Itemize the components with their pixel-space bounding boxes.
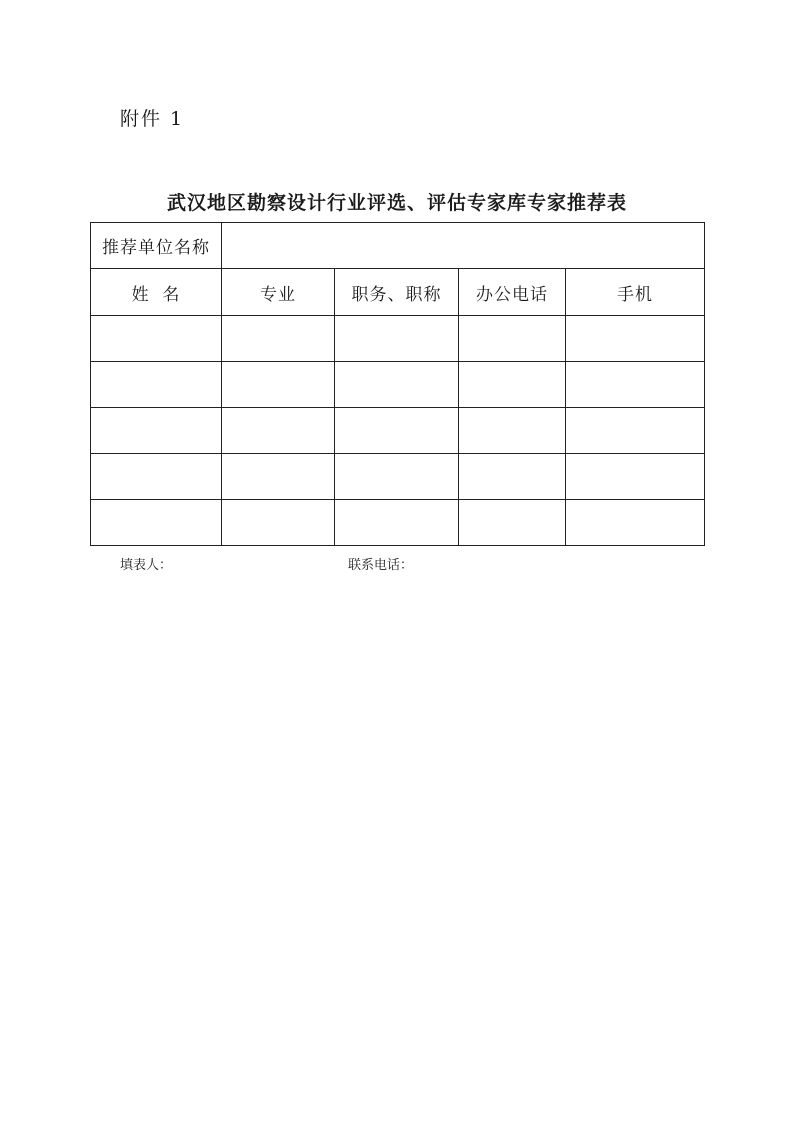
name-cell[interactable]	[91, 454, 222, 500]
specialty-cell[interactable]	[222, 362, 335, 408]
mobile-cell[interactable]	[566, 316, 705, 362]
mobile-cell[interactable]	[566, 500, 705, 546]
specialty-cell[interactable]	[222, 316, 335, 362]
header-position-title: 职务、职称	[335, 269, 459, 316]
name-cell[interactable]	[91, 316, 222, 362]
unit-row	[91, 223, 705, 269]
name-cell[interactable]	[91, 362, 222, 408]
table-row	[91, 408, 705, 454]
header-name: 姓 名	[91, 269, 222, 316]
position-title-cell[interactable]	[335, 454, 459, 500]
filler-label: 填表人：	[120, 558, 173, 573]
office-phone-cell[interactable]	[459, 454, 566, 500]
position-title-cell[interactable]	[335, 408, 459, 454]
header-row	[91, 269, 705, 316]
office-phone-cell[interactable]	[459, 500, 566, 546]
name-cell[interactable]	[91, 500, 222, 546]
header-specialty: 专业	[222, 269, 335, 316]
mobile-cell[interactable]	[566, 362, 705, 408]
office-phone-cell[interactable]	[459, 362, 566, 408]
unit-name-field[interactable]	[222, 223, 705, 269]
specialty-cell[interactable]	[222, 454, 335, 500]
mobile-cell[interactable]	[566, 454, 705, 500]
table-row	[91, 362, 705, 408]
table-row	[91, 454, 705, 500]
table-row	[91, 500, 705, 546]
contact-phone-label: 联系电话：	[348, 558, 414, 573]
attachment-label: 附件 1	[120, 108, 185, 130]
unit-name-label: 推荐单位名称	[91, 223, 222, 269]
name-cell[interactable]	[91, 408, 222, 454]
specialty-cell[interactable]	[222, 500, 335, 546]
table-row	[91, 316, 705, 362]
office-phone-cell[interactable]	[459, 316, 566, 362]
mobile-cell[interactable]	[566, 408, 705, 454]
office-phone-cell[interactable]	[459, 408, 566, 454]
specialty-cell[interactable]	[222, 408, 335, 454]
header-office-phone: 办公电话	[459, 269, 566, 316]
position-title-cell[interactable]	[335, 500, 459, 546]
position-title-cell[interactable]	[335, 316, 459, 362]
header-mobile: 手机	[566, 269, 705, 316]
recommendation-table	[90, 222, 705, 546]
position-title-cell[interactable]	[335, 362, 459, 408]
form-title: 武汉地区勘察设计行业评选、评估专家库专家推荐表	[166, 192, 627, 214]
